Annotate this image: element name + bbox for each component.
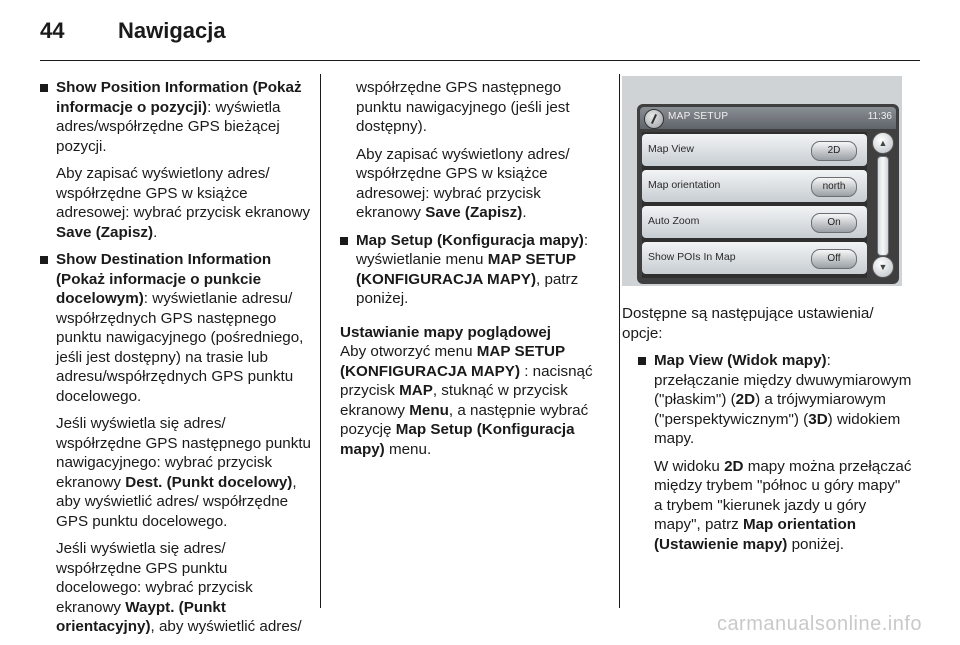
- text: mapy można przełączać między trybem "północ u góry mapy" a trybem "kierunek jazdy u góry mapy", patrz: [654, 457, 912, 533]
- setting-row-auto-zoom[interactable]: [642, 206, 867, 238]
- bullet-show-destination: [40, 250, 312, 406]
- text: Aby otworzyć menu: [340, 343, 477, 360]
- button-ref: Save (Zapisz): [425, 204, 523, 221]
- text: .: [153, 223, 158, 241]
- paragraph: [40, 414, 312, 531]
- header-rule: [40, 60, 920, 61]
- setting-row-map-view[interactable]: [642, 134, 867, 166]
- text: poniżej.: [787, 535, 844, 553]
- text: , a następnie wybrać pozycję: [340, 401, 589, 438]
- text: Aby zapisać wyświetlony adres/ współrzędne GPS w książce adresowej: wybrać przycisk ekranowy: [56, 165, 311, 221]
- setting-value-button[interactable]: Off: [811, 249, 857, 269]
- setting-label: Auto Zoom: [648, 215, 700, 227]
- value-ref: 3D: [808, 410, 828, 428]
- settings-list: [642, 132, 867, 278]
- text: : nacisnąć przycisk: [340, 362, 593, 399]
- menu-ref: MAP SETUP (KONFIGURACJA MAPY): [340, 343, 565, 380]
- paragraph: współrzędne GPS następnego punktu nawigacyjnego (jeśli jest dostępny).: [356, 79, 570, 135]
- watermark: carmanualsonline.info: [716, 613, 922, 635]
- button-ref: MAP: [399, 382, 433, 399]
- option-ref: Map orientation (Ustawienie mapy): [654, 516, 857, 553]
- scroll-track[interactable]: [877, 156, 889, 256]
- column-divider-2: [619, 74, 620, 608]
- button-ref: Save (Zapisz): [56, 223, 154, 241]
- page-number: 44: [40, 18, 65, 43]
- paragraph: [340, 342, 606, 459]
- text: Jeśli wyświetla się adres/ współrzędne GPS następnego punktu nawigacyjnego: wybrać przycisk ekranowy: [56, 415, 311, 491]
- button-ref: Menu: [409, 401, 449, 419]
- text: Jeśli wyświetla się adres/ współrzędne GPS punktu docelowego: wybrać przycisk ekranowy: [56, 540, 253, 616]
- compass-icon[interactable]: [644, 109, 664, 129]
- bullet-map-view: [638, 351, 912, 449]
- column-divider-1: [320, 74, 321, 608]
- button-ref: Waypt. (Punkt orientacyjny): [56, 598, 226, 635]
- paragraph: [638, 457, 912, 555]
- setting-label: Map orientation: [648, 179, 721, 191]
- paragraph: [40, 539, 312, 637]
- screen-clock: 11:36: [867, 111, 892, 122]
- setting-row-map-orientation[interactable]: [642, 170, 867, 202]
- setting-value-button[interactable]: north: [811, 177, 857, 197]
- bullet-map-setup: [340, 231, 606, 309]
- text: menu.: [384, 440, 432, 458]
- paragraph: [340, 145, 606, 223]
- screen-title: MAP SETUP: [668, 111, 729, 122]
- bullet-title: Map View (Widok mapy): [654, 352, 827, 369]
- text: : wyświetlanie menu: [356, 231, 589, 268]
- text: ) a trójwymiarowym ("perspektywicznym") (: [654, 391, 886, 428]
- menu-ref: MAP SETUP (KONFIGURACJA MAPY): [356, 251, 576, 288]
- text: : przełączanie między dwuwymiarowym ("płaskim") (: [654, 352, 912, 408]
- section-heading: Ustawianie mapy poglądowej: [340, 323, 551, 341]
- text: , aby wyświetlić adres/ współrzędne GPS punktu docelowego.: [56, 473, 297, 530]
- page-title: Nawigacja: [118, 18, 226, 43]
- scrollbar[interactable]: [871, 132, 893, 278]
- text: , patrz poniżej.: [356, 270, 579, 307]
- paragraph: [40, 164, 312, 242]
- page-header: [40, 18, 226, 48]
- scroll-down-icon[interactable]: ▼: [872, 256, 894, 278]
- text: ) widokiem mapy.: [654, 410, 901, 447]
- value-ref: 2D: [735, 391, 756, 408]
- bullet-title: Show Position Information (Pokaż informacje o pozycji): [56, 79, 302, 116]
- button-ref: Dest. (Punkt docelowy): [125, 473, 293, 491]
- text: W widoku: [654, 457, 725, 475]
- setting-label: Show POIs In Map: [648, 251, 736, 263]
- value-ref: 2D: [724, 457, 744, 475]
- device-frame: [637, 104, 899, 284]
- column-2: [340, 78, 606, 467]
- bullet-show-position: [40, 78, 312, 156]
- text: .: [522, 204, 527, 221]
- column-3: [622, 304, 912, 562]
- bullet-title: Map Setup (Konfiguracja mapy): [356, 231, 584, 249]
- text: , stuknąć w przycisk ekranowy: [340, 382, 568, 419]
- setting-value-button[interactable]: On: [811, 213, 857, 233]
- setting-value-button[interactable]: 2D: [811, 141, 857, 161]
- bullet-text: : wyświetla adres/współrzędne GPS bieżącej pozycji.: [56, 98, 281, 155]
- bullet-title: Show Destination Information (Pokaż informacje o punkcie docelowym): [56, 251, 272, 307]
- paragraph: Dostępne są następujące ustawienia/ opcje:: [622, 305, 874, 342]
- setting-label: Map View: [648, 143, 694, 155]
- text: , aby wyświetlić adres/: [150, 618, 302, 635]
- bullet-text: : wyświetlanie adresu/ współrzędnych GPS następnego punktu nawigacyjnego (pośredniego, jeśli jest dostępny) na trasie lub adresu/współrzędnych GPS punktu docelowego.: [56, 290, 304, 405]
- menu-ref: Map Setup (Konfiguracja mapy): [340, 421, 575, 458]
- screen-titlebar: [640, 107, 896, 129]
- map-setup-screenshot: [622, 76, 902, 286]
- setting-row-show-pois[interactable]: [642, 242, 867, 274]
- text: Aby zapisać wyświetlony adres/ współrzędne GPS w książce adresowej: wybrać przycisk ekranowy: [356, 145, 570, 221]
- scroll-up-icon[interactable]: ▲: [872, 132, 894, 154]
- column-1: [40, 78, 312, 645]
